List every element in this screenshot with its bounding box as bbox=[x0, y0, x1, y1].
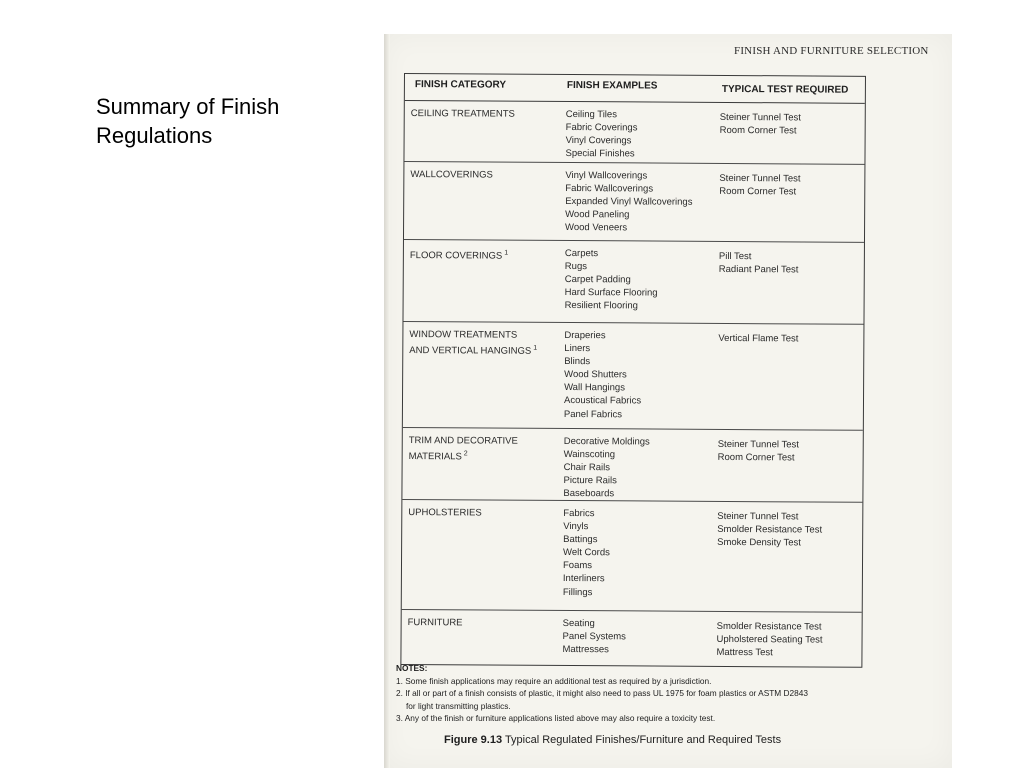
header-finish-category: FINISH CATEGORY bbox=[414, 79, 507, 91]
finish-example-item: Baseboards bbox=[563, 488, 615, 500]
finish-category-cell bbox=[411, 107, 551, 121]
finish-example-item: Panel Fabrics bbox=[563, 408, 623, 420]
finish-example-item: Wood Shutters bbox=[564, 369, 627, 381]
finish-example-item: Vinyls bbox=[563, 521, 589, 533]
typical-test-cell bbox=[718, 438, 863, 465]
finish-example-item: Ceiling Tiles bbox=[565, 108, 618, 121]
finish-example-item: Fabrics bbox=[563, 507, 595, 520]
typical-test-cell bbox=[720, 111, 865, 138]
finish-examples-cell bbox=[563, 507, 714, 600]
finish-example-item: Wall Hangings bbox=[564, 382, 626, 394]
finish-example-item: Seating bbox=[562, 617, 595, 630]
test-required-item: Steiner Tunnel Test bbox=[717, 510, 799, 523]
finish-example-item: Liners bbox=[564, 343, 591, 355]
finish-example-item: Wood Veneers bbox=[565, 222, 628, 234]
note-1: 1. Some finish applications may require an additional test as required by a jurisdiction. bbox=[396, 675, 712, 686]
test-required-item: Steiner Tunnel Test bbox=[719, 172, 801, 185]
finish-examples-cell bbox=[564, 329, 715, 422]
category-text: FLOOR COVERINGS bbox=[409, 250, 503, 262]
table-row-window-treatments bbox=[403, 322, 864, 431]
finish-examples-cell bbox=[565, 247, 715, 313]
test-required-item: Pill Test bbox=[718, 250, 752, 263]
caption-text: Typical Regulated Finishes/Furniture and Required Tests bbox=[504, 734, 782, 746]
category-text: WALLCOVERINGS bbox=[410, 169, 493, 181]
finish-category-line bbox=[410, 168, 550, 182]
finish-example-item: Wainscoting bbox=[563, 449, 616, 461]
header-finish-examples: FINISH EXAMPLES bbox=[566, 79, 658, 92]
caption-figure-number: Figure 9.13 bbox=[444, 734, 503, 746]
finish-category-cell bbox=[408, 506, 548, 520]
finish-example-item: Picture Rails bbox=[563, 475, 617, 487]
finish-examples-cell bbox=[562, 617, 712, 657]
footnote-marker: 2 bbox=[463, 450, 468, 458]
category-text: AND VERTICAL HANGINGS bbox=[409, 345, 532, 357]
test-required-item: Radiant Panel Test bbox=[718, 264, 799, 276]
finish-category-cell bbox=[409, 434, 549, 464]
finish-category-line bbox=[408, 506, 548, 520]
category-text: CEILING TREATMENTS bbox=[410, 108, 515, 120]
test-required-item: Steiner Tunnel Test bbox=[717, 438, 799, 451]
finish-regulations-table bbox=[400, 73, 866, 668]
finish-example-item: Fabric Wallcoverings bbox=[565, 183, 654, 195]
note-3: 3. Any of the finish or furniture applications listed above may also require a toxicity test. bbox=[396, 713, 716, 724]
finish-example-item: Carpets bbox=[564, 247, 599, 260]
finish-category-cell bbox=[408, 616, 548, 630]
notes-label: NOTES: bbox=[396, 663, 428, 673]
finish-example-item: Panel Systems bbox=[562, 631, 626, 643]
figure-caption bbox=[444, 734, 781, 746]
notes-block bbox=[396, 662, 876, 725]
category-text: FURNITURE bbox=[407, 617, 463, 629]
page-edge-shadow bbox=[384, 34, 390, 768]
typical-test-cell bbox=[717, 510, 862, 550]
test-required-item: Smolder Resistance Test bbox=[716, 620, 822, 633]
header-typical-test: TYPICAL TEST REQUIRED bbox=[721, 83, 849, 96]
finish-examples-cell bbox=[565, 169, 715, 235]
finish-example-item: Battings bbox=[563, 534, 598, 546]
note-2: 2. If all or part of a finish consists of plastic, it might also need to pass UL 1975 for foam plastics or ASTM D2843 bbox=[396, 688, 808, 699]
footnote-marker: 1 bbox=[533, 344, 538, 352]
finish-category-line bbox=[408, 616, 548, 630]
finish-example-item: Acoustical Fabrics bbox=[563, 395, 642, 407]
finish-category-line bbox=[409, 328, 549, 342]
finish-category-cell bbox=[410, 246, 550, 263]
finish-example-item: Wood Paneling bbox=[565, 209, 630, 221]
test-required-item: Room Corner Test bbox=[719, 186, 797, 198]
finish-category-line bbox=[409, 447, 549, 464]
table-row-upholsteries bbox=[402, 500, 863, 613]
finish-example-item: Chair Rails bbox=[563, 462, 611, 474]
finish-category-line bbox=[411, 107, 551, 121]
table-row-ceiling-treatments bbox=[404, 101, 864, 165]
footnote-marker: 1 bbox=[504, 249, 509, 257]
table-header-row bbox=[405, 74, 865, 104]
slide-title: Summary of Finish Regulations bbox=[96, 94, 280, 148]
finish-example-item: Blinds bbox=[564, 356, 591, 368]
table-row-furniture bbox=[401, 610, 861, 669]
test-required-item: Mattress Test bbox=[716, 647, 773, 659]
test-required-item: Room Corner Test bbox=[717, 452, 795, 464]
finish-category-line bbox=[409, 341, 549, 358]
typical-test-cell bbox=[716, 620, 861, 660]
running-head: FINISH AND FURNITURE SELECTION bbox=[734, 45, 929, 57]
category-text: UPHOLSTERIES bbox=[408, 507, 482, 519]
test-required-item: Smolder Resistance Test bbox=[717, 524, 823, 536]
test-required-item: Smoke Density Test bbox=[717, 537, 801, 549]
finish-category-line bbox=[410, 246, 550, 263]
test-required-item: Room Corner Test bbox=[719, 125, 797, 137]
finish-example-item: Expanded Vinyl Wallcoverings bbox=[565, 196, 693, 208]
test-required-item: Vertical Flame Test bbox=[718, 332, 799, 345]
finish-example-item: Vinyl Coverings bbox=[565, 135, 632, 147]
finish-example-item: Special Finishes bbox=[565, 148, 635, 160]
category-text: MATERIALS bbox=[408, 451, 462, 463]
table-row-wallcoverings bbox=[404, 162, 864, 243]
table-row-floor-coverings bbox=[403, 240, 863, 325]
finish-example-item: Foams bbox=[562, 560, 593, 572]
finish-examples-cell bbox=[563, 435, 713, 501]
category-text: WINDOW TREATMENTS bbox=[409, 329, 518, 341]
note-2-continued: for light transmitting plastics. bbox=[406, 700, 511, 711]
finish-category-cell bbox=[410, 168, 550, 182]
test-required-item: Steiner Tunnel Test bbox=[719, 111, 801, 124]
typical-test-cell bbox=[718, 332, 863, 346]
finish-example-item: Mattresses bbox=[562, 644, 609, 656]
test-required-item: Upholstered Seating Test bbox=[716, 634, 823, 646]
finish-category-line bbox=[409, 434, 549, 448]
finish-examples-cell bbox=[565, 108, 715, 161]
finish-example-item: Carpet Padding bbox=[564, 274, 631, 286]
finish-example-item: Welt Cords bbox=[563, 547, 610, 559]
finish-example-item: Resilient Flooring bbox=[564, 300, 639, 312]
category-text: TRIM AND DECORATIVE bbox=[408, 435, 518, 447]
finish-example-item: Rugs bbox=[564, 261, 588, 273]
finish-example-item: Fabric Coverings bbox=[565, 122, 638, 134]
finish-example-item: Draperies bbox=[564, 329, 606, 342]
finish-example-item: Decorative Moldings bbox=[563, 435, 650, 448]
typical-test-cell bbox=[719, 250, 864, 277]
finish-example-item: Interliners bbox=[562, 573, 605, 585]
finish-category-cell bbox=[409, 328, 549, 358]
finish-example-item: Vinyl Wallcoverings bbox=[565, 169, 648, 182]
typical-test-cell bbox=[719, 172, 864, 199]
finish-example-item: Fillings bbox=[562, 586, 593, 598]
table-row-trim-decorative bbox=[402, 428, 862, 503]
finish-example-item: Hard Surface Flooring bbox=[564, 287, 658, 299]
